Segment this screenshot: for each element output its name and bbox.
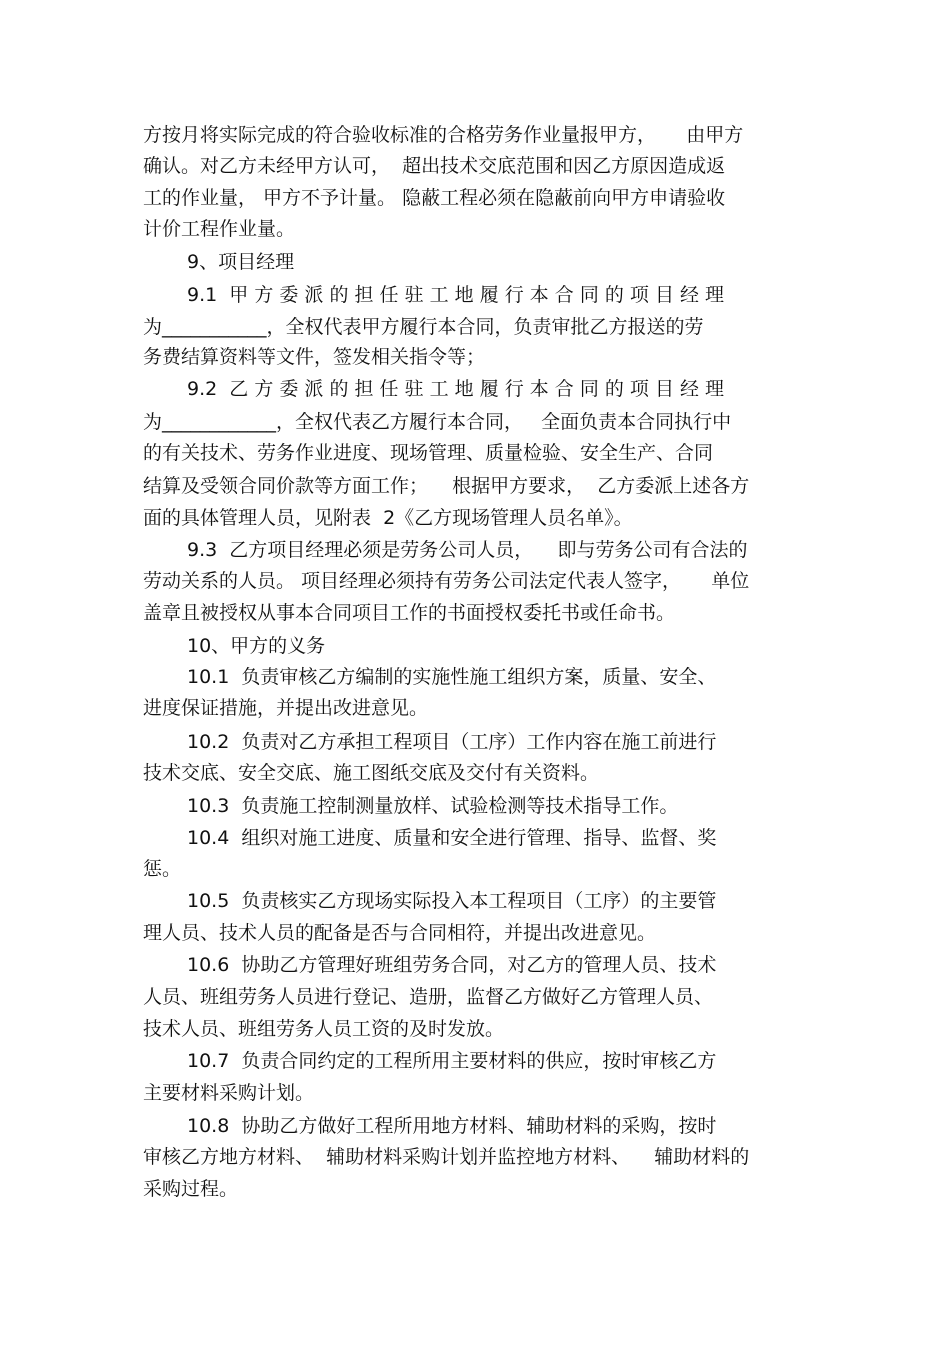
clause-line: 9.3 乙方项目经理必须是劳务公司人员， 即与劳务公司有合法的: [187, 539, 748, 561]
clause-line: 10.3 负责施工控制测量放样、试验检测等技术指导工作。: [187, 795, 679, 817]
text-line: 计价工程作业量。: [143, 218, 296, 240]
text-line: 面的具体管理人员，见附表 2《乙方现场管理人员名单》。: [143, 507, 633, 529]
text-line: 进度保证措施，并提出改进意见。: [143, 697, 429, 719]
text-line: 结算及受领合同价款等方面工作； 根据甲方要求， 乙方委派上述各方: [143, 475, 750, 497]
clause-line: 10.4 组织对施工进度、质量和安全进行管理、指导、监督、奖: [187, 827, 717, 849]
text-line: 主要材料采购计划。: [143, 1082, 315, 1104]
clause-line: 10.1 负责审核乙方编制的实施性施工组织方案，质量、安全、: [187, 666, 717, 688]
text-line: 务费结算资料等文件，签发相关指令等；: [143, 346, 486, 368]
clause-line: 9.1 甲 方 委 派 的 担 任 驻 工 地 履 行 本 合 同 的 项 目 经 理: [187, 284, 725, 306]
clause-line: 10.7 负责合同约定的工程所用主要材料的供应，按时审核乙方: [187, 1050, 717, 1072]
clause-line: 10.8 协助乙方做好工程所用地方材料、辅助材料的采购，按时: [187, 1115, 717, 1137]
text-line: 惩。: [143, 858, 182, 880]
text-line: 人员、班组劳务人员进行登记、造册，监督乙方做好乙方管理人员、: [143, 986, 714, 1008]
section-heading: 10、甲方的义务: [187, 635, 326, 657]
text-line: 盖章且被授权从事本合同项目工作的书面授权委托书或任命书。: [143, 602, 676, 624]
section-heading: 9、项目经理: [187, 251, 295, 273]
text-line: 为___________，全权代表甲方履行本合同，负责审批乙方报送的劳: [143, 316, 704, 338]
text-line: 审核乙方地方材料、 辅助材料采购计划并监控地方材料、 辅助材料的: [143, 1146, 750, 1168]
text-line: 劳动关系的人员。 项目经理必须持有劳务公司法定代表人签字， 单位: [143, 570, 750, 592]
clause-line: 10.6 协助乙方管理好班组劳务合同，对乙方的管理人员、技术: [187, 954, 717, 976]
text-line: 方按月将实际完成的符合验收标准的合格劳务作业量报甲方， 由甲方: [143, 124, 744, 146]
text-line: 的有关技术、劳务作业进度、现场管理、质量检验、安全生产、合同: [143, 442, 714, 464]
text-line: 采购过程。: [143, 1178, 239, 1200]
text-line: 技术人员、班组劳务人员工资的及时发放。: [143, 1018, 505, 1040]
text-line: 技术交底、安全交底、施工图纸交底及交付有关资料。: [143, 762, 600, 784]
text-line: 工的作业量， 甲方不予计量。 隐蔽工程必须在隐蔽前向甲方申请验收: [143, 187, 726, 209]
text-line: 为____________，全权代表乙方履行本合同， 全面负责本合同执行中: [143, 411, 732, 433]
clause-line: 10.2 负责对乙方承担工程项目（工序）工作内容在施工前进行: [187, 731, 717, 753]
text-line: 确认。对乙方未经甲方认可， 超出技术交底范围和因乙方原因造成返: [143, 155, 726, 177]
text-line: 理人员、技术人员的配备是否与合同相符，并提出改进意见。: [143, 922, 657, 944]
clause-line: 9.2 乙 方 委 派 的 担 任 驻 工 地 履 行 本 合 同 的 项 目 经 理: [187, 378, 725, 400]
clause-line: 10.5 负责核实乙方现场实际投入本工程项目（工序）的主要管: [187, 890, 717, 912]
